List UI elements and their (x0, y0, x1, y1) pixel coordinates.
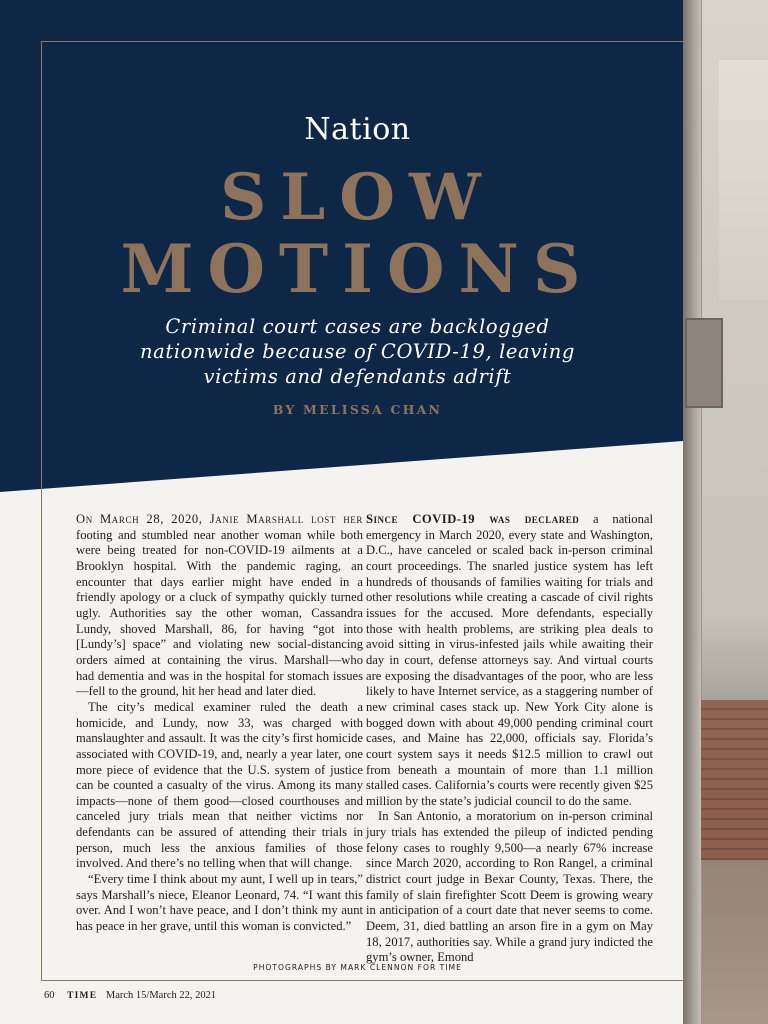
page-footer (44, 990, 216, 1001)
paragraph-text: a national emergency in March 2020, every state and Washington, D.C., have canceled or scaled back in-person criminal court proceedings. The snarled justice system has left hundreds of thousands of families waiting for trials and other resolutions while creating a cascade of civil rights issues for the accused. More defendants, especially those with health problems, are striking plea deals to avoid sitting in virus-infested jails while awaiting their day in court, defense attorneys say. And virtual courts are exposing the disadvantages of the poor, who are less likely to have Internet service, as a staggering number of new criminal cases stack up. New York City alone is bogged down with about 49,000 pending criminal court cases, and Maine has 22,000, officials say. Florida’s court system says it needs $12.5 million to crawl out from beneath a mountain of more than 1.1 million stalled cases. California’s courts were recently given $25 million by the state’s judicial council to do the same. (366, 512, 653, 808)
photo-pillar (683, 0, 701, 1024)
magazine-name: TIME (67, 991, 98, 1001)
section-label: Nation (304, 112, 411, 147)
photo-credit: PHOTOGRAPHS BY MARK CLENNON FOR TIME (253, 963, 462, 972)
paragraph: “Every time I think about my aunt, I well up in tears,” says Marshall’s niece, Eleanor Leonard, 74. “I want this over. And I won’t have peace, and I don’t think my aunt has peace in her grave, until this woman is convicted.” (76, 872, 363, 934)
issue-date: March 15/March 22, 2021 (105, 990, 217, 1001)
paragraph: The city’s medical examiner ruled the death a homicide, and Lundy, now 33, was charged with manslaughter and assault. It was the city’s first homicide associated with COVID-19, and, nearly a year later, one more piece of evidence that the U.S. system of justice can be counted a casualty of the virus. Among its many impacts—none of them good—closed courthouses and canceled jury trials mean that neither victims nor defendants can be assured of attending their trials in person, much less the anxious families of those involved. And there’s no telling when that will change. (76, 699, 363, 871)
lead-in-caps: On March 28, 2020, Janie Marshall lost her (76, 512, 363, 526)
paragraph-text: footing and stumbled near another woman while both were being treated for non-COVID-19 ailments at a Brooklyn hospital. With the pandemic raging, an encounter that days earlier might have ended in a friendly apology or a cluck of sympathy quickly turned ugly. Authorities say the other woman, Cassandra Lundy, shoved Marshall, 86, for having “got into [Lundy’s] space” and violating new social-distancing orders aimed at containing the virus. Marshall—who had dementia and was in the hospital for stomach issues—fell to the ground, hit her head and later died. (76, 527, 363, 699)
headline-line-1: SLOW (220, 160, 495, 235)
page-number: 60 (44, 990, 55, 1001)
lead-in-caps: Since COVID-19 was declared (366, 512, 580, 526)
photo-wall (719, 60, 768, 300)
byline: BY MELISSA CHAN (272, 402, 443, 417)
photo-brick (701, 700, 768, 860)
paragraph (366, 512, 653, 809)
paragraph: In San Antonio, a moratorium on in-person criminal jury trials has extended the pileup of indicted pending felony cases to roughly 9,500—a nearly 67% increase since March 2020, according to Ron Rangel, a criminal district court judge in Bexar County, Texas. There, the family of slain firefighter Scott Deem is growing weary in anticipation of a court date that never seems to come. Deem, 31, died battling an arson fire in a gym on May 18, 2017, authorities say. While a grand jury indicted the gym’s owner, Emond (366, 809, 653, 965)
photo-plaque (685, 318, 723, 408)
side-photograph (683, 0, 768, 1024)
headline-line-2: MOTIONS (120, 230, 595, 308)
paragraph (76, 512, 363, 700)
article-column-right (366, 512, 653, 966)
article-column-left (76, 512, 363, 935)
photo-seam (701, 0, 702, 1024)
deck: Criminal court cases are backlogged nationwide because of COVID-19, leaving victims and defendants adrift (140, 315, 575, 388)
